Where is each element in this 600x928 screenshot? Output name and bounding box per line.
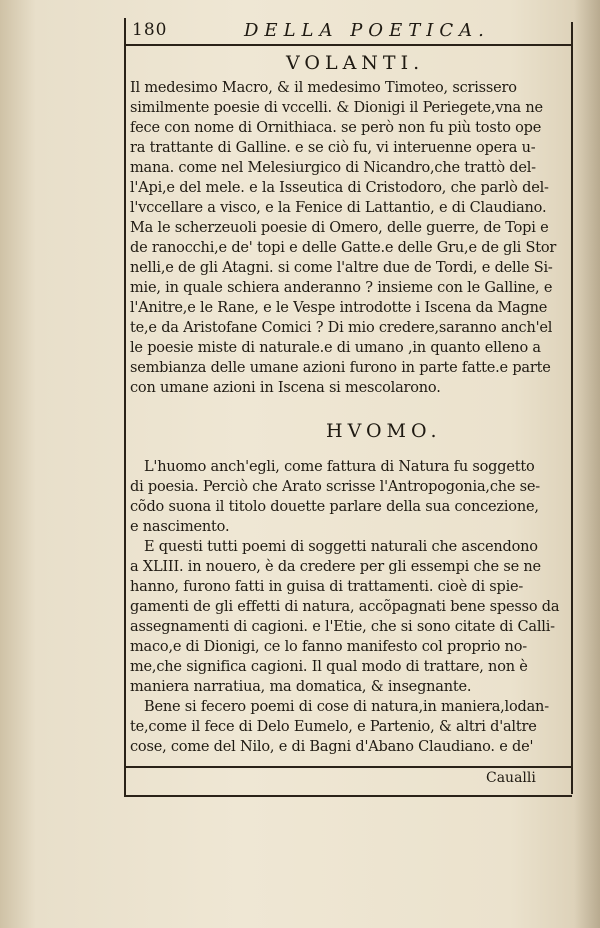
text-line: di poesia. Perciò che Arato scrisse l'Antropogonia,che se-: [130, 479, 540, 495]
text-line: cose, come del Nilo, e di Bagni d'Abano Claudiano. e de': [130, 739, 534, 755]
text-line: assegnamenti di cagioni. e l'Etie, che si sono citate di Calli-: [130, 619, 555, 635]
text-line: maco,e di Dionigi, ce lo fanno manifesto col proprio no-: [130, 639, 527, 655]
text-line: gamenti de gli effetti di natura, accõpagnati bene spesso da: [130, 599, 560, 615]
footer-rule-upper: [124, 766, 572, 768]
text-line: con umane azioni in Iscena si mescolarono.: [130, 380, 441, 396]
catchword: Caualli: [486, 770, 536, 786]
frame-left-border: [124, 18, 126, 796]
text-line: l'vccellare a visco, e la Fenice di Lattantio, e di Claudiano.: [130, 200, 547, 216]
section-title-hvomo: HVOMO.: [326, 420, 442, 442]
running-head: DELLA POETICA.: [244, 20, 490, 41]
text-line: E questi tutti poemi di soggetti naturali che ascendono: [144, 539, 538, 555]
page-header: [132, 20, 572, 42]
text-line: Il medesimo Macro, & il medesimo Timoteo, scrissero: [130, 80, 517, 96]
text-line: de ranocchi,e de' topi e delle Gatte.e delle Gru,e de gli Stor: [130, 240, 557, 256]
text-line: nelli,e de gli Atagni. si come l'altre due de Tordi, e delle Si-: [130, 260, 553, 276]
text-line: Bene si fecero poemi di cose di natura,in maniera,lodan-: [144, 699, 549, 715]
text-line: Ma le scherzeuoli poesie di Omero, delle guerre, de Topi e: [130, 220, 549, 236]
text-line: te,come il fece di Delo Eumelo, e Partenio, & altri d'altre: [130, 719, 537, 735]
text-line: l'Api,e del mele. e la Isseutica di Cristodoro, che parlò del-: [130, 180, 549, 196]
header-rule: [124, 44, 572, 46]
text-line: me,che significa cagioni. Il qual modo di trattare, non è: [130, 659, 528, 675]
text-line: l'Anitre,e le Rane, e le Vespe introdotte i Iscena da Magne: [130, 300, 548, 316]
text-line: hanno, furono fatti in guisa di trattamenti. cioè di spie-: [130, 579, 524, 595]
text-line: te,e da Aristofane Comici ? Di mio credere,saranno anch'el: [130, 320, 553, 336]
text-line: similmente poesie di vccelli. & Dionigi il Periegete,vna ne: [130, 100, 543, 116]
footer-rule-lower: [124, 795, 572, 797]
section-volanti-text: [130, 78, 572, 398]
text-line: e nascimento.: [130, 519, 230, 535]
text-line: mie, in quale schiera anderanno ? insieme con le Galline, e: [130, 280, 553, 296]
text-line: fece con nome di Ornithiaca. se però non fu più tosto ope: [130, 120, 542, 136]
text-line: ra trattante di Galline. e se ciò fu, vi interuenne opera u-: [130, 140, 536, 156]
text-line: L'huomo anch'egli, come fattura di Natura fu soggetto: [144, 459, 535, 475]
text-line: cõdo suona il titolo douette parlare della sua concezione,: [130, 499, 539, 515]
page-gutter-shadow: [574, 0, 600, 928]
page-number: 180: [132, 20, 168, 40]
text-line: mana. come nel Melesiurgico di Nicandro,che trattò del-: [130, 160, 536, 176]
text-line: sembianza delle umane azioni furono in parte fatte.e parte: [130, 360, 551, 376]
section-hvomo-text: [130, 457, 572, 757]
text-line: a XLIII. in nouero, è da credere per gli essempi che se ne: [130, 559, 541, 575]
text-line: le poesie miste di naturale.e di umano ,in quanto elleno a: [130, 340, 541, 356]
text-line: maniera narratiua, ma domatica, & insegnante.: [130, 679, 472, 695]
section-title-volanti: VOLANTI.: [286, 52, 425, 74]
